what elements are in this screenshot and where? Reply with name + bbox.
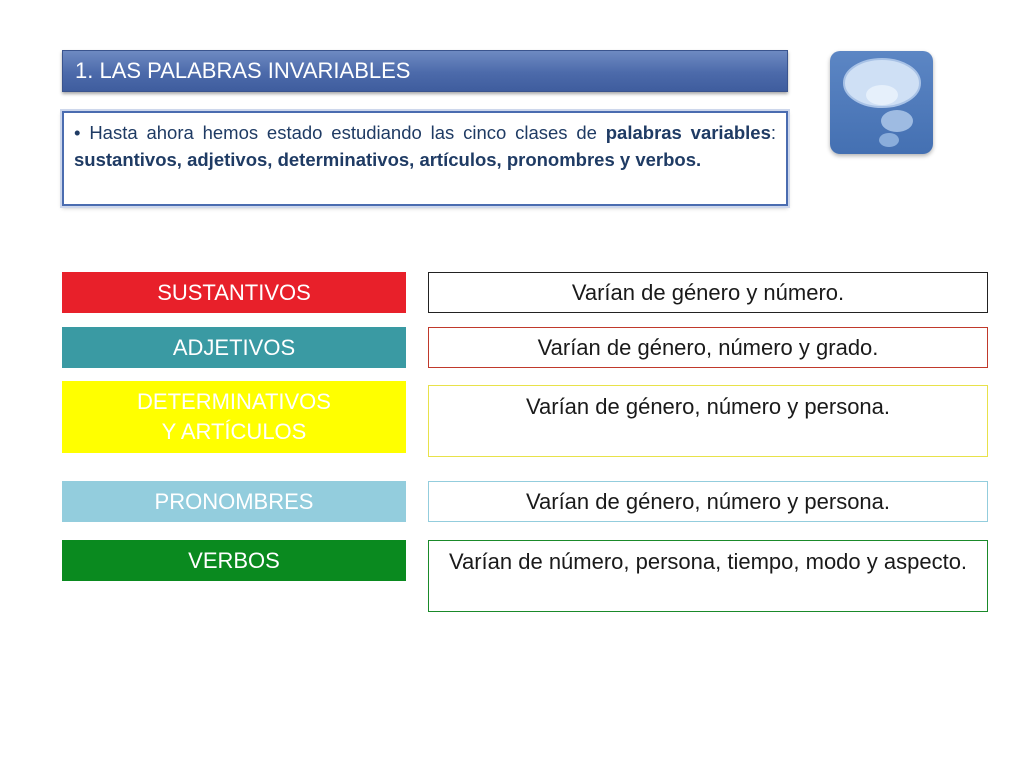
label-verbos: VERBOS bbox=[62, 540, 406, 581]
intro-lead: Hasta ahora hemos estado estudiando las cinco clases de bbox=[89, 122, 597, 143]
question-speech-icon-graphic bbox=[830, 51, 933, 154]
intro-bold-term: palabras variables bbox=[605, 122, 771, 143]
label-determinativos bbox=[62, 381, 406, 453]
label-determinativos-line1: DETERMINATIVOS bbox=[137, 389, 331, 414]
desc-sustantivos: Varían de género y número. bbox=[428, 272, 988, 313]
label-pronombres: PRONOMBRES bbox=[62, 481, 406, 522]
desc-adjetivos: Varían de género, número y grado. bbox=[428, 327, 988, 368]
intro-bold-list: sustantivos, adjetivos, determinativos, artículos, pronombres y verbos. bbox=[74, 149, 702, 170]
desc-pronombres: Varían de género, número y persona. bbox=[428, 481, 988, 522]
question-speech-icon bbox=[830, 51, 933, 154]
desc-verbos: Varían de número, persona, tiempo, modo y aspecto. bbox=[428, 540, 988, 612]
bullet: • bbox=[74, 122, 81, 143]
label-sustantivos: SUSTANTIVOS bbox=[62, 272, 406, 313]
intro-box bbox=[62, 111, 788, 206]
label-determinativos-line2: Y ARTÍCULOS bbox=[161, 419, 307, 444]
label-adjetivos: ADJETIVOS bbox=[62, 327, 406, 368]
desc-determinativos: Varían de género, número y persona. bbox=[428, 385, 988, 457]
section-title: 1. LAS PALABRAS INVARIABLES bbox=[62, 50, 788, 92]
intro-colon: : bbox=[770, 122, 777, 143]
intro-text bbox=[74, 119, 776, 173]
